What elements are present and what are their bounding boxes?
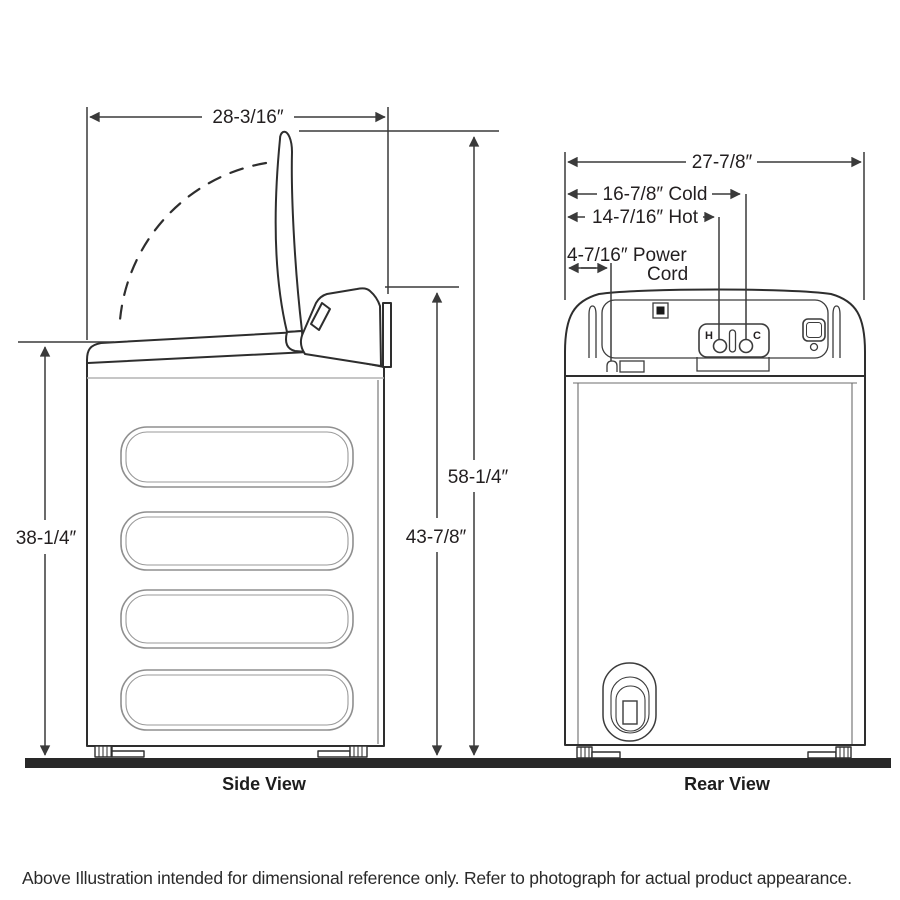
hot-connection-port (714, 340, 727, 353)
side-view-title: Side View (222, 774, 306, 794)
rear-right-slot (833, 306, 840, 358)
side-view-dimensions (16, 107, 509, 755)
side-deck-top (87, 332, 299, 360)
dim-label-height-machine: 43-7/8″ (405, 527, 467, 548)
side-feet (95, 746, 367, 757)
disclaimer-caption: Above Illustration intended for dimensional reference only. Refer to photograph for actual product appearance. (22, 868, 852, 888)
connection-divider-slot (730, 330, 736, 352)
dim-height-43 (406, 293, 467, 755)
side-rear-strip (383, 303, 391, 367)
dim-label-width-rear: 27-7/8″ (691, 152, 753, 173)
rear-left-slot (589, 306, 596, 358)
dim-label-cold: 16-7/8″ Cold (602, 184, 708, 205)
side-deck-edge (88, 352, 308, 363)
power-cord-exit (607, 361, 617, 372)
dim-label-height-total: 58-1/4″ (447, 467, 509, 488)
floor-line (25, 758, 891, 768)
power-cord-bracket (620, 361, 644, 372)
dim-label-hot: 14-7/16″ Hot (591, 207, 699, 228)
side-recessed-panels (121, 427, 353, 730)
open-lid (276, 132, 302, 332)
rear-view-title: Rear View (684, 774, 770, 794)
drain-pump-access (603, 663, 656, 741)
hot-connection-label: H (705, 330, 713, 342)
cold-connection-port (740, 340, 753, 353)
dim-label-width-side: 28-3/16″ (212, 107, 284, 128)
rear-body-outline (565, 376, 865, 745)
dim-width-28 (90, 107, 385, 128)
side-console (301, 288, 381, 366)
dim-label-power-line2: Cord (647, 264, 689, 285)
dim-hot (568, 207, 714, 228)
dim-height-38 (16, 347, 77, 755)
water-connection-panel (697, 324, 769, 371)
dim-power-cord (567, 245, 688, 285)
rear-top-outline (565, 290, 865, 377)
dim-height-58 (448, 137, 509, 755)
rear-electrical-box-inner (807, 323, 822, 338)
side-view-drawing (87, 132, 391, 757)
rear-feet (577, 747, 851, 758)
rear-view-dimensions (565, 152, 864, 361)
rear-view-drawing (565, 290, 865, 759)
dim-cold (568, 184, 740, 205)
dim-label-power-line1: 4-7/16″ Power (567, 245, 687, 266)
dim-label-height-body: 38-1/4″ (15, 528, 77, 549)
side-body-outline (87, 360, 384, 746)
rear-box-screw (811, 344, 818, 351)
cold-connection-label: C (753, 330, 761, 342)
lid-swing-arc (120, 163, 266, 320)
dim-width-27 (568, 152, 861, 173)
power-connection-square-fill (657, 307, 665, 315)
